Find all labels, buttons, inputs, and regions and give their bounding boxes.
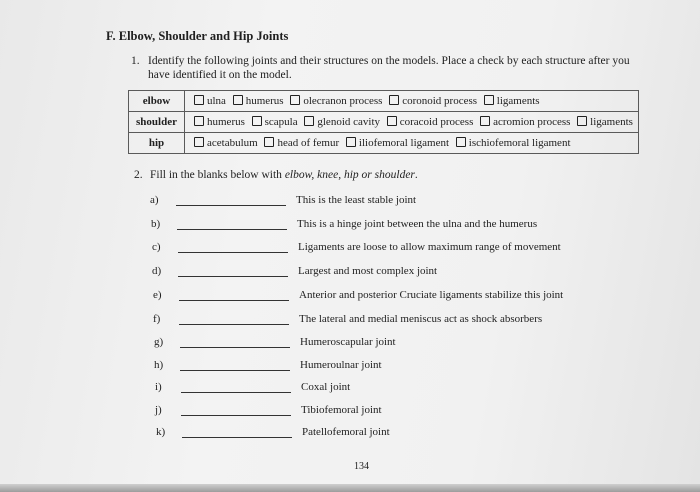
answer-blank[interactable] bbox=[177, 229, 287, 230]
blank-description: This is the least stable joint bbox=[296, 194, 417, 206]
section-heading: F. Elbow, Shoulder and Hip Joints bbox=[106, 29, 289, 43]
checkbox[interactable] bbox=[346, 137, 356, 147]
blank-label: a) bbox=[150, 194, 159, 206]
question-2-options: elbow, knee, hip or shoulder bbox=[284, 169, 415, 181]
blank-label: f) bbox=[153, 313, 161, 325]
checkbox[interactable] bbox=[290, 95, 300, 105]
structure-label: humerus bbox=[207, 116, 245, 128]
structure-label: iliofemoral ligament bbox=[358, 137, 450, 149]
joints-table bbox=[128, 90, 639, 154]
structures-hip bbox=[185, 133, 639, 154]
checkbox[interactable] bbox=[577, 116, 587, 126]
checkbox[interactable] bbox=[264, 137, 274, 147]
page-number: 134 bbox=[354, 461, 369, 472]
blank-label: d) bbox=[152, 265, 162, 277]
answer-blank[interactable] bbox=[178, 276, 288, 277]
checkbox[interactable] bbox=[304, 116, 314, 126]
answer-blank[interactable] bbox=[180, 370, 290, 371]
joint-name-elbow: elbow bbox=[129, 91, 185, 112]
structure-label: scapula bbox=[264, 116, 298, 128]
question-2-text-end: . bbox=[414, 169, 418, 181]
structure-label: head of femur bbox=[277, 137, 340, 149]
structure-label: acromion process bbox=[493, 116, 571, 128]
question-1 bbox=[131, 54, 651, 82]
blank-description: This is a hinge joint between the ulna and the humerus bbox=[297, 218, 538, 230]
blank-description: Coxal joint bbox=[301, 381, 351, 393]
table-row-hip bbox=[129, 133, 639, 154]
checkbox[interactable] bbox=[194, 137, 204, 147]
structure-label: glenoid cavity bbox=[317, 116, 380, 128]
answer-blank[interactable] bbox=[178, 252, 288, 253]
blank-description: Patellofemoral joint bbox=[302, 426, 390, 438]
table-row-elbow bbox=[129, 91, 639, 112]
blank-label: h) bbox=[154, 359, 164, 371]
blank-description: Anterior and posterior Cruciate ligaments stabilize this joint bbox=[299, 289, 564, 301]
answer-blank[interactable] bbox=[180, 347, 290, 348]
answer-blank[interactable] bbox=[181, 392, 291, 393]
blank-description: The lateral and medial meniscus act as shock absorbers bbox=[299, 313, 543, 325]
blank-label: j) bbox=[155, 404, 162, 416]
blank-description: Humeroscapular joint bbox=[300, 336, 396, 348]
blank-description: Tibiofemoral joint bbox=[301, 404, 382, 416]
blank-label: i) bbox=[155, 381, 162, 393]
question-2-number: 2. bbox=[134, 169, 143, 181]
checkbox[interactable] bbox=[484, 95, 494, 105]
blank-description: Humeroulnar joint bbox=[300, 359, 382, 371]
blank-description: Ligaments are loose to allow maximum range of movement bbox=[298, 241, 561, 253]
structure-label: ulna bbox=[207, 95, 226, 107]
question-1-text: Identify the following joints and their structures on the models. Place a check by each structure after you have identified it on the model. bbox=[148, 55, 630, 81]
blank-label: e) bbox=[153, 289, 162, 301]
joint-name-shoulder: shoulder bbox=[129, 112, 185, 133]
checkbox[interactable] bbox=[252, 116, 262, 126]
structure-label: humerus bbox=[245, 95, 284, 107]
checkbox[interactable] bbox=[456, 137, 466, 147]
table-row-shoulder bbox=[129, 112, 639, 133]
structure-label: ligaments bbox=[496, 95, 540, 107]
page-edge-shadow bbox=[0, 484, 700, 492]
structures-elbow bbox=[185, 91, 639, 112]
joint-name-hip: hip bbox=[129, 133, 185, 154]
blank-label: k) bbox=[156, 426, 166, 438]
answer-blank[interactable] bbox=[182, 437, 292, 438]
blank-description: Largest and most complex joint bbox=[298, 265, 438, 277]
blank-label: c) bbox=[152, 241, 161, 253]
checkbox[interactable] bbox=[387, 116, 397, 126]
structure-label: ischiofemoral ligament bbox=[468, 137, 571, 149]
structure-label: ligaments bbox=[590, 116, 633, 128]
blank-label: b) bbox=[151, 218, 161, 230]
answer-blank[interactable] bbox=[179, 324, 289, 325]
answer-blank[interactable] bbox=[181, 415, 291, 416]
answer-blank[interactable] bbox=[179, 300, 289, 301]
checkbox[interactable] bbox=[389, 95, 399, 105]
checkbox[interactable] bbox=[233, 95, 243, 105]
structure-label: coronoid process bbox=[402, 95, 478, 107]
checkbox[interactable] bbox=[194, 95, 204, 105]
question-2-text bbox=[150, 169, 418, 181]
structure-label: olecranon process bbox=[303, 95, 383, 107]
blank-label: g) bbox=[154, 336, 164, 348]
question-1-number: 1. bbox=[131, 55, 140, 67]
answer-blank[interactable] bbox=[176, 205, 286, 206]
checkbox[interactable] bbox=[480, 116, 490, 126]
checkbox[interactable] bbox=[194, 116, 204, 126]
structures-shoulder bbox=[185, 112, 639, 133]
question-2-text-start: Fill in the blanks below with bbox=[150, 169, 285, 181]
structure-label: acetabulum bbox=[207, 137, 258, 149]
structure-label: coracoid process bbox=[399, 116, 474, 128]
question-2 bbox=[134, 169, 418, 181]
